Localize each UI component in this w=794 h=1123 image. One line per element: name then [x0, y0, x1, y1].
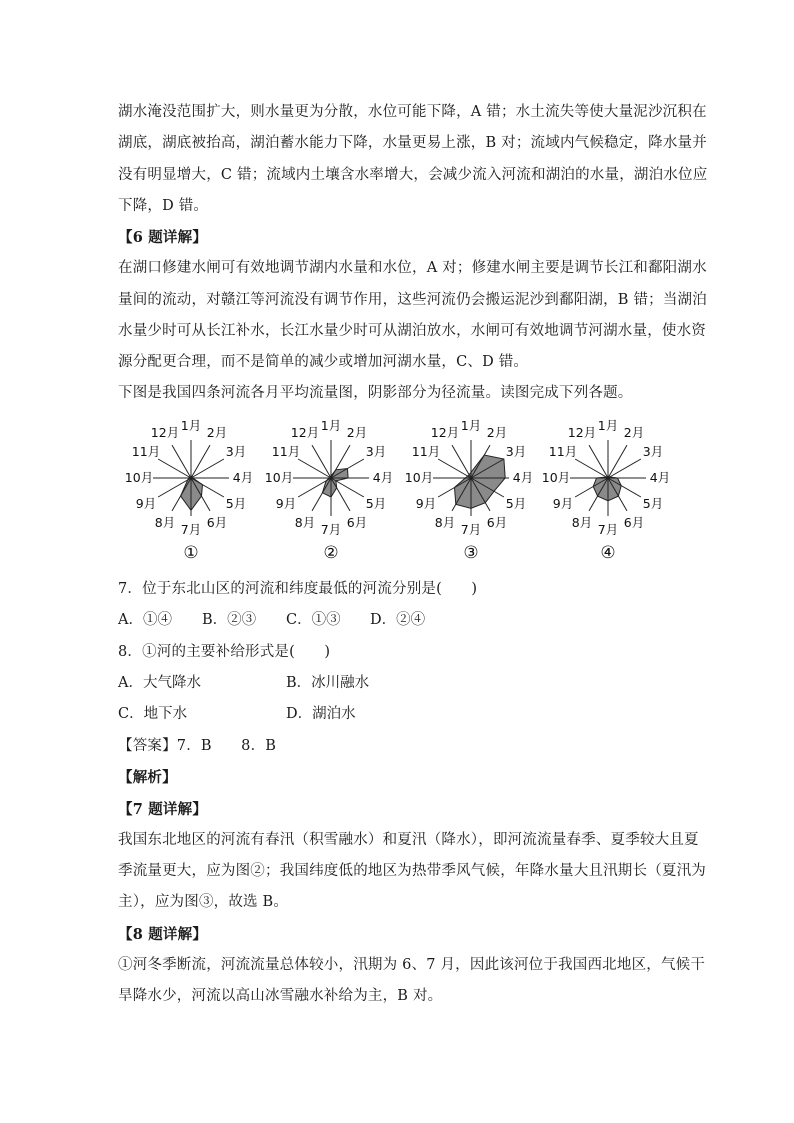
text-line: 下降，D 错。 — [118, 197, 209, 214]
month-label: 5月 — [365, 496, 387, 511]
diagram-number: ② — [323, 543, 339, 563]
river-flow-diagrams — [118, 418, 671, 566]
q8-option-a[interactable]: A．大气降水 — [118, 675, 201, 691]
month-label: 12月 — [567, 425, 597, 440]
q8-options-row2 — [118, 699, 678, 730]
q8-options-row1 — [118, 668, 678, 699]
text-line: 湖底，湖底被抬高，湖泊蓄水能力下降，水量更易上涨，B 对；流域内气候稳定，降水量并 — [118, 135, 707, 152]
month-label: 3月 — [225, 444, 247, 459]
text-line: ①河冬季断流，河流流量总体较小，汛期为 6、7 月，因此该河位于我国西北地区，气候干 — [118, 957, 706, 974]
month-label: 11月 — [131, 444, 161, 459]
answer-section — [118, 731, 706, 1013]
month-label: 7月 — [180, 522, 202, 537]
text-line: 没有明显增大，C 错；流域内土壤含水率增大，会减少流入河流和湖泊的水量，湖泊水位应 — [118, 166, 708, 183]
river-flow-figure — [118, 418, 671, 566]
month-label: 4月 — [372, 470, 394, 485]
figure-intro: 下图是我国四条河流各月平均流量图，阴影部分为径流量。读图完成下列各题。 — [118, 385, 633, 402]
text-line: 季流量更大，应为图②；我国纬度低的地区为热带季风气候，年降水量大且汛期长（夏汛为 — [118, 863, 706, 880]
month-label: 3月 — [642, 444, 664, 459]
month-label: 11月 — [271, 444, 301, 459]
answer-line: 【答案】7．B 8．B — [118, 738, 277, 754]
month-label: 11月 — [411, 444, 441, 459]
month-label: 3月 — [505, 444, 527, 459]
month-label: 4月 — [232, 470, 254, 485]
month-label: 1月 — [597, 418, 619, 433]
month-label: 10月 — [541, 470, 571, 485]
q6-section — [118, 222, 707, 410]
month-label: 6月 — [206, 515, 228, 530]
text-line: 我国东北地区的河流有春汛（积雪融水）和夏汛（降水），即河流流量春季、夏季较大且夏 — [118, 831, 699, 848]
text-line: 在湖口修建水闸可有效地调节湖内水量和水位，A 对；修建水闸主要是调节长江和鄱阳湖水 — [118, 260, 707, 277]
month-label: 7月 — [320, 522, 342, 537]
q8-stem: 8．①河的主要补给形式是( ) — [118, 644, 331, 660]
text-line: 主），应为图③，故选 B。 — [118, 894, 289, 911]
month-label: 5月 — [642, 496, 664, 511]
q7-option-a[interactable]: A．①④ — [118, 612, 172, 628]
q7-option-b[interactable]: B．②③ — [202, 612, 257, 628]
diagram-number: ③ — [463, 543, 479, 563]
q7-stem: 7．位于东北山区的河流和纬度最低的河流分别是( ) — [118, 581, 478, 597]
month-label: 10月 — [124, 470, 154, 485]
month-label: 6月 — [623, 515, 645, 530]
month-label: 1月 — [320, 418, 342, 433]
month-label: 8月 — [154, 515, 176, 530]
diagram-number: ④ — [600, 543, 616, 563]
month-label: 12月 — [150, 425, 180, 440]
month-label: 8月 — [571, 515, 593, 530]
month-label: 5月 — [505, 496, 527, 511]
text-line: 旱降水少，河流以高山冰雪融水补给为主，B 对。 — [118, 988, 443, 1005]
month-label: 1月 — [180, 418, 202, 433]
intro-paragraph — [118, 97, 708, 222]
q8-option-c[interactable]: C．地下水 — [118, 706, 188, 722]
q7-stem-block — [118, 574, 678, 605]
runoff-shape — [322, 469, 348, 498]
month-label: 2月 — [346, 425, 368, 440]
month-label: 4月 — [512, 470, 534, 485]
month-label: 7月 — [597, 522, 619, 537]
month-label: 2月 — [486, 425, 508, 440]
month-label: 6月 — [486, 515, 508, 530]
q8-stem-block — [118, 637, 678, 668]
month-label: 8月 — [434, 515, 456, 530]
q6-heading: 【6 题详解】 — [118, 229, 208, 246]
q7-option-c[interactable]: C．①③ — [286, 612, 341, 628]
month-label: 11月 — [548, 444, 578, 459]
month-label: 2月 — [206, 425, 228, 440]
month-label: 9月 — [135, 496, 157, 511]
month-label: 10月 — [404, 470, 434, 485]
month-label: 1月 — [460, 418, 482, 433]
month-label: 8月 — [294, 515, 316, 530]
month-label: 12月 — [290, 425, 320, 440]
text-line: 量间的流动，对赣江等河流没有调节作用，这些河流仍会搬运泥沙到鄱阳湖，B 错；当湖泊 — [118, 291, 707, 308]
month-label: 4月 — [649, 470, 671, 485]
text-line: 水量少时可从长江补水，长江水量少时可从湖泊放水，水闸可有效地调节河湖水量，使水资 — [118, 322, 706, 339]
month-label: 10月 — [264, 470, 294, 485]
q8-option-d[interactable]: D．湖泊水 — [286, 706, 356, 722]
month-label: 5月 — [225, 496, 247, 511]
month-label: 9月 — [275, 496, 297, 511]
text-line: 湖水淹没范围扩大，则水量更为分散，水位可能下降，A 错；水土流失等使大量泥沙沉积在 — [118, 104, 707, 120]
month-label: 3月 — [365, 444, 387, 459]
q7-option-d[interactable]: D．②④ — [370, 612, 426, 628]
q7-heading: 【7 题详解】 — [118, 800, 208, 818]
diagram-number: ① — [183, 543, 199, 563]
month-label: 9月 — [552, 496, 574, 511]
month-label: 9月 — [415, 496, 437, 511]
month-label: 7月 — [460, 522, 482, 537]
month-label: 12月 — [430, 425, 460, 440]
analysis-heading: 【解析】 — [118, 769, 177, 787]
month-label: 6月 — [346, 515, 368, 530]
text-line: 源分配更合理，而不是简单的减少或增加河湖水量，C、D 错。 — [118, 354, 529, 371]
month-label: 2月 — [623, 425, 645, 440]
q7-options — [118, 605, 678, 636]
q8-heading: 【8 题详解】 — [118, 925, 208, 943]
q8-option-b[interactable]: B．冰川融水 — [286, 675, 370, 691]
